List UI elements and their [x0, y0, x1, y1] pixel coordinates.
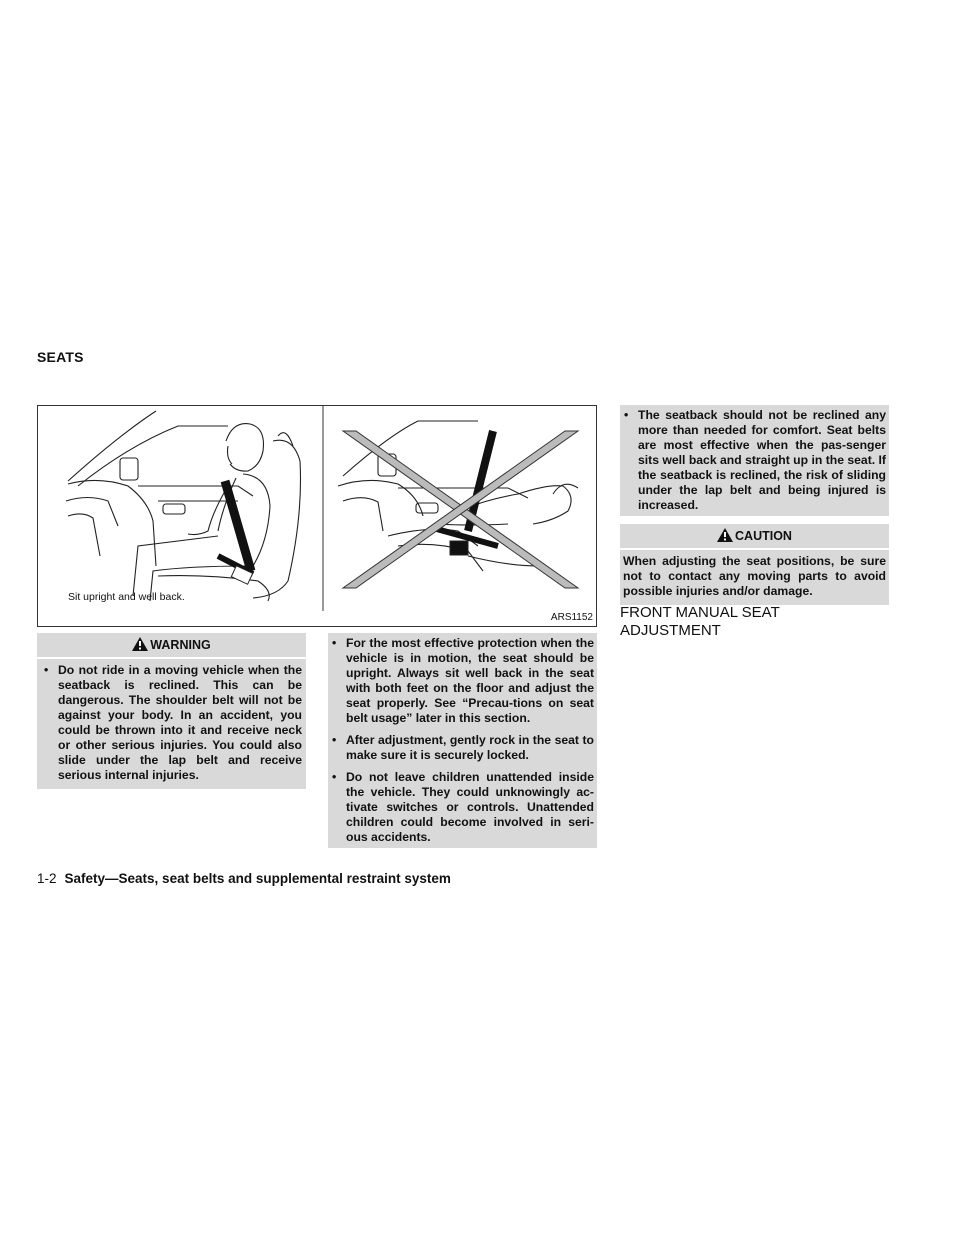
middle-bullet-1: • For the most effective protection when the vehicle is in motion, the seat should be upright. Always sit well back in the seat with both feet on the floor and adjust the seat properly. See “Precau-tions on seat belt usage” later in this section. [329, 636, 594, 726]
warning-triangle-icon [132, 637, 148, 654]
section-title: SEATS [37, 349, 84, 365]
figure-code: ARS1152 [550, 612, 593, 623]
middle-bullets-box [328, 633, 597, 848]
page-number: 1-2 [37, 871, 57, 886]
warning-box [37, 633, 306, 789]
warning-heading-label: WARNING [150, 638, 211, 652]
middle-bullet-2: • After adjustment, gently rock in the seat to make sure it is securely locked. [329, 733, 594, 763]
chapter-title: Safety—Seats, seat belts and supplemental restraint system [64, 871, 451, 886]
caution-heading-label: CAUTION [735, 529, 792, 543]
figure-caption: Sit upright and well back. [68, 591, 185, 603]
seat-illustration [37, 405, 597, 627]
caution-triangle-icon [717, 528, 733, 545]
middle-bullet-3: • Do not leave children unattended inside the vehicle. They could unknowingly ac-tivate switches or controls. Unattended children could become involved in seri-ous accidents. [329, 770, 594, 845]
caution-box [620, 524, 889, 605]
upright-passenger-drawing [66, 411, 301, 601]
page-footer [37, 871, 451, 886]
caution-body: When adjusting the seat positions, be sure not to contact any moving parts to avoid possible injuries and/or damage. [623, 554, 886, 598]
warning-heading [37, 633, 306, 659]
right-bullet-1: • The seatback should not be reclined any more than needed for comfort. Seat belts are most effective when the pas-senger sits well back and straight up in the seat. If the seatback is reclined, the risk of sliding under the lap belt and being injured is increased. [621, 408, 886, 513]
warning-bullet: • Do not ride in a moving vehicle when the seatback is reclined. This can be dangerous. The shoulder belt will not be against your body. In an accident, you could be thrown into it and receive neck or other serious injuries. You could also slide under the lap belt and receive serious internal injuries. [41, 663, 302, 783]
subheading: FRONT MANUAL SEAT ADJUSTMENT [620, 604, 780, 639]
caution-heading [620, 524, 889, 550]
right-bullets-box [620, 405, 889, 516]
prohibited-x-mark [343, 431, 578, 588]
warning-body [37, 659, 306, 789]
